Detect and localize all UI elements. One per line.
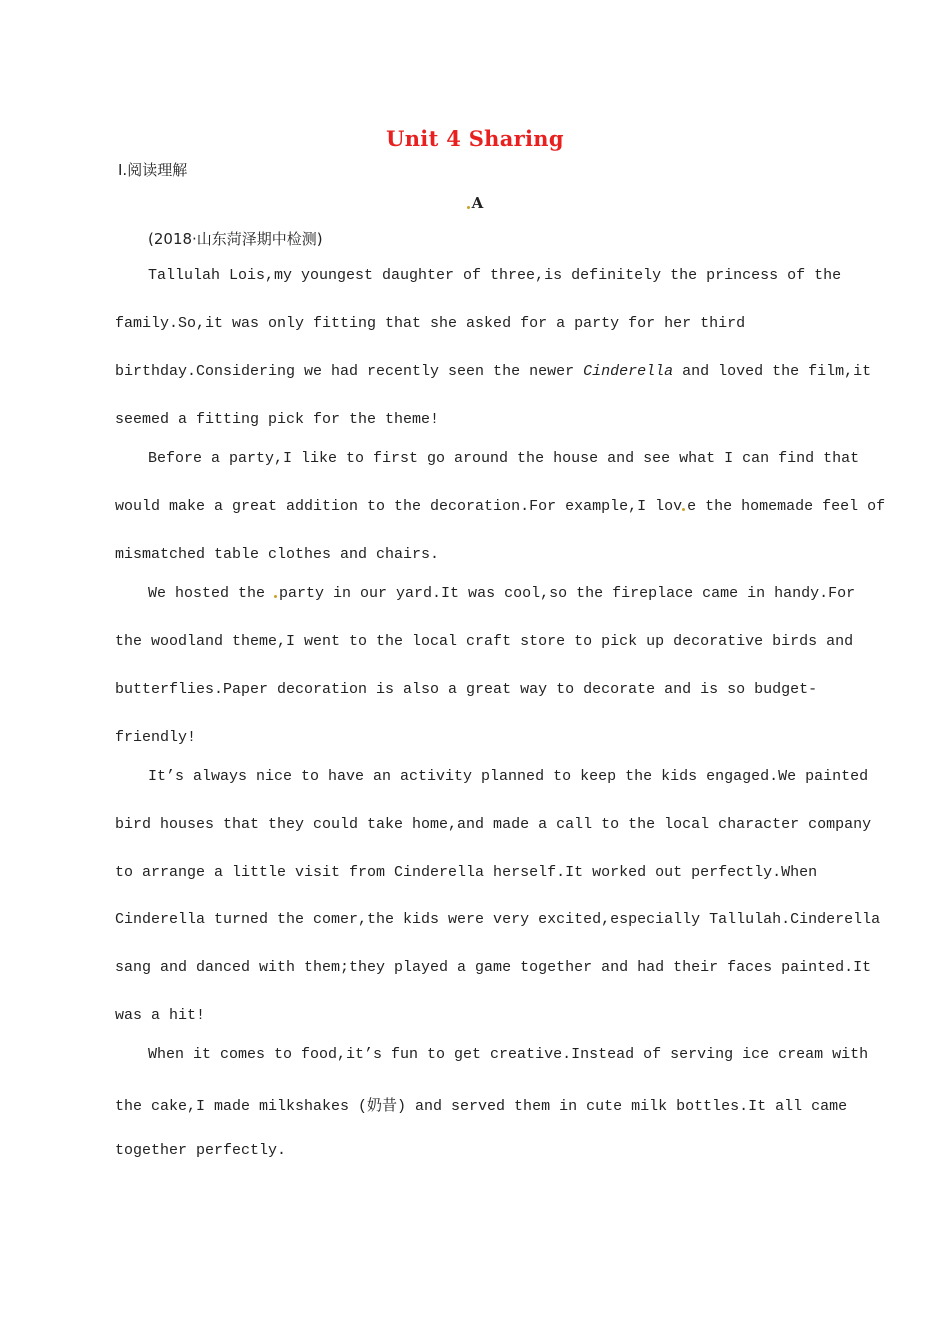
paragraph-3-line-1 (148, 585, 855, 602)
paragraph-2-line-2-before: would make a great addition to the decoration.For example,I lov (115, 498, 683, 515)
section-label: Ⅰ.阅读理解 (118, 161, 188, 179)
paragraph-3-line-2: the woodland theme,I went to the local craft store to pick up decorative birds and (115, 633, 854, 650)
paragraph-1-line-4: seemed a fitting pick for the theme! (115, 411, 440, 428)
paragraph-5-line-1: When it comes to food,it’s fun to get creative.Instead of serving ice cream with (148, 1046, 869, 1063)
paragraph-3-line-1-before: We hosted the (148, 585, 275, 602)
mark-dot-icon (467, 206, 470, 209)
paragraph-4-line-4: Cinderella turned the comer,the kids were very excited,especially Tallulah.Cinderella (115, 911, 881, 928)
paragraph-2-line-2 (115, 498, 885, 515)
paragraph-4-line-2: bird houses that they could take home,and made a call to the local character company (115, 816, 872, 833)
paragraph-2-line-1: Before a party,I like to first go around the house and see what I can find that (148, 450, 860, 467)
paragraph-1-line-1: Tallulah Lois,my youngest daughter of three,is definitely the princess of the (148, 267, 842, 284)
paragraph-5-line-3: together perfectly. (115, 1142, 287, 1159)
paragraph-1-line-3 (115, 363, 871, 380)
mark-dot-icon (682, 508, 685, 511)
paragraph-1-line-3-after: and loved the film,it (673, 363, 872, 380)
paragraph-4-line-3: to arrange a little visit from Cinderella herself.It worked out perfectly.When (115, 864, 818, 881)
paragraph-3-line-1-after: party in our yard.It was cool,so the fireplace came in handy.For (279, 585, 856, 602)
paragraph-4-line-1: It’s always nice to have an activity planned to keep the kids engaged.We painted (148, 768, 869, 785)
paragraph-5-line-2: the cake,I made milkshakes (奶昔) and served them in cute milk bottles.It all came (115, 1098, 848, 1115)
passage-label-text: A (471, 194, 484, 212)
paragraph-4-line-5: sang and danced with them;they played a game together and had their faces painted.It (115, 959, 872, 976)
paragraph-2-line-2-after: e the homemade feel of (687, 498, 886, 515)
paragraph-1-line-3-before: birthday.Considering we had recently seen the newer (115, 363, 584, 380)
page-title: Unit 4 Sharing (386, 126, 564, 151)
paragraph-3-line-4: friendly! (115, 729, 197, 746)
film-title: Cinderella (583, 363, 674, 380)
paragraph-4-line-6: was a hit! (115, 1007, 206, 1024)
paragraph-3-line-3: butterflies.Paper decoration is also a great way to decorate and is so budget- (115, 681, 818, 698)
paragraph-2-line-3: mismatched table clothes and chairs. (115, 546, 440, 563)
passage-source: (2018·山东菏泽期中检测) (148, 230, 323, 248)
passage-label (0, 194, 950, 212)
paragraph-1-line-2: family.So,it was only fitting that she asked for a party for her third (115, 315, 746, 332)
mark-dot-icon (274, 595, 277, 598)
